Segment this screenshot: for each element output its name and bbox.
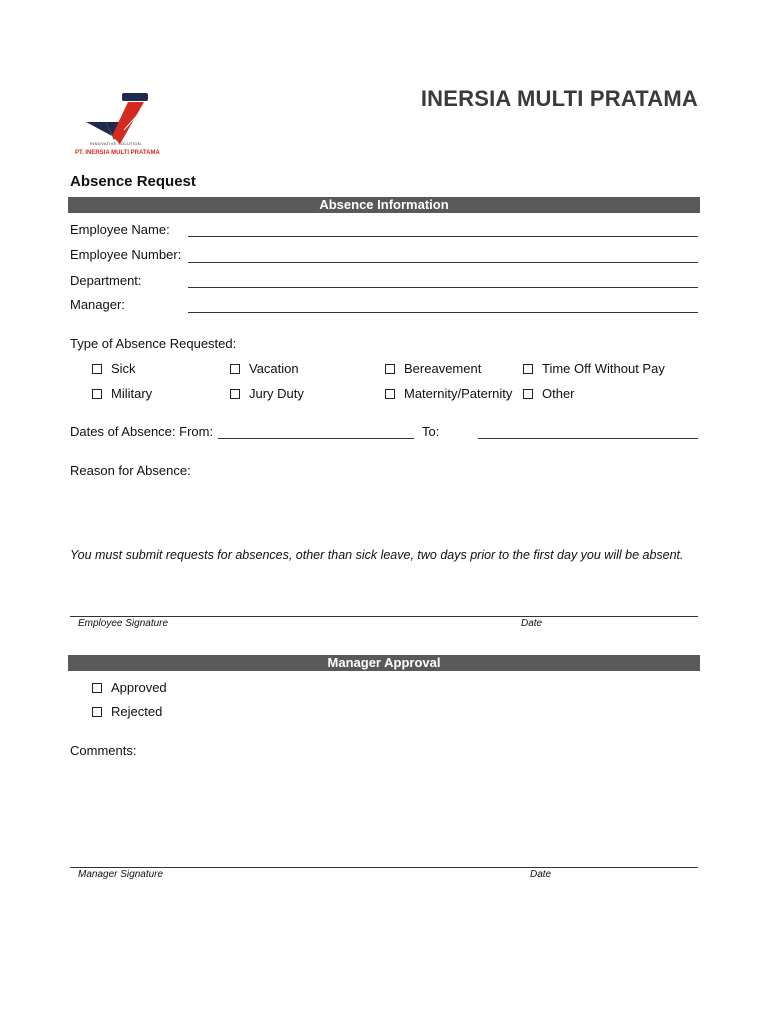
employee-date-label: Date: [521, 618, 543, 629]
checkbox-military[interactable]: [92, 386, 152, 401]
date-to-field[interactable]: [478, 438, 698, 439]
checkbox-label: Vacation: [249, 361, 299, 376]
checkbox-rejected[interactable]: [92, 704, 162, 719]
checkbox-maternity-paternity[interactable]: [385, 386, 512, 401]
checkbox-label: Military: [111, 386, 153, 401]
checkbox-bereavement[interactable]: [385, 361, 481, 376]
company-name: INERSIA MULTI PRATAMA: [420, 86, 698, 111]
employee-number-field[interactable]: [188, 262, 698, 263]
employee-name-field[interactable]: [188, 236, 698, 237]
checkbox-approved[interactable]: [92, 680, 167, 695]
employee-name-label: Employee Name:: [70, 222, 170, 237]
checkbox-icon[interactable]: [230, 364, 240, 374]
checkbox-icon[interactable]: [523, 389, 533, 399]
checkbox-jury-duty[interactable]: [230, 386, 304, 401]
logo-company-name: PT. INERSIA MULTI PRATAMA: [75, 150, 160, 156]
dates-to-label: To:: [422, 424, 440, 439]
checkbox-time-off-without-pay[interactable]: [523, 361, 665, 376]
department-label: Department:: [70, 273, 142, 288]
checkbox-icon[interactable]: [523, 364, 533, 374]
checkbox-icon[interactable]: [92, 707, 102, 717]
comments-field[interactable]: [70, 762, 698, 858]
employee-signature-field[interactable]: [70, 616, 698, 617]
reason-field[interactable]: [70, 482, 698, 538]
dates-from-label: Dates of Absence: From:: [70, 424, 214, 439]
employee-number-label: Employee Number:: [70, 247, 182, 262]
employee-signature-label: Employee Signature: [78, 618, 169, 629]
submission-notice: You must submit requests for absences, other than sick leave, two days prior to the first day you will be absent.: [70, 548, 684, 562]
checkbox-label: Bereavement: [404, 361, 482, 376]
checkbox-icon[interactable]: [385, 364, 395, 374]
manager-signature-field[interactable]: [70, 867, 698, 868]
checkbox-icon[interactable]: [92, 389, 102, 399]
section-absence-information: Absence Information: [68, 197, 700, 213]
checkbox-icon[interactable]: [385, 389, 395, 399]
checkbox-label: Rejected: [111, 704, 163, 719]
checkbox-other[interactable]: [523, 386, 575, 401]
checkbox-icon[interactable]: [92, 683, 102, 693]
comments-label: Comments:: [70, 743, 137, 758]
manager-date-label: Date: [530, 869, 552, 880]
checkbox-label: Approved: [111, 680, 167, 695]
logo-tagline: INNOVATIVE SOLUTION: [90, 141, 141, 146]
checkbox-label: Sick: [111, 361, 136, 376]
checkbox-sick[interactable]: [92, 361, 136, 376]
checkbox-icon[interactable]: [230, 389, 240, 399]
checkbox-label: Time Off Without Pay: [542, 361, 665, 376]
checkbox-label: Jury Duty: [249, 386, 304, 401]
manager-field[interactable]: [188, 312, 698, 313]
department-field[interactable]: [188, 287, 698, 288]
form-title: Absence Request: [70, 173, 196, 190]
absence-type-label: Type of Absence Requested:: [70, 336, 237, 351]
section-manager-approval: Manager Approval: [68, 655, 700, 671]
checkbox-icon[interactable]: [92, 364, 102, 374]
checkbox-label: Maternity/Paternity: [404, 386, 513, 401]
reason-label: Reason for Absence:: [70, 463, 191, 478]
date-from-field[interactable]: [218, 438, 414, 439]
checkbox-label: Other: [542, 386, 575, 401]
manager-signature-label: Manager Signature: [78, 869, 164, 880]
manager-label: Manager:: [70, 297, 125, 312]
checkbox-vacation[interactable]: [230, 361, 299, 376]
